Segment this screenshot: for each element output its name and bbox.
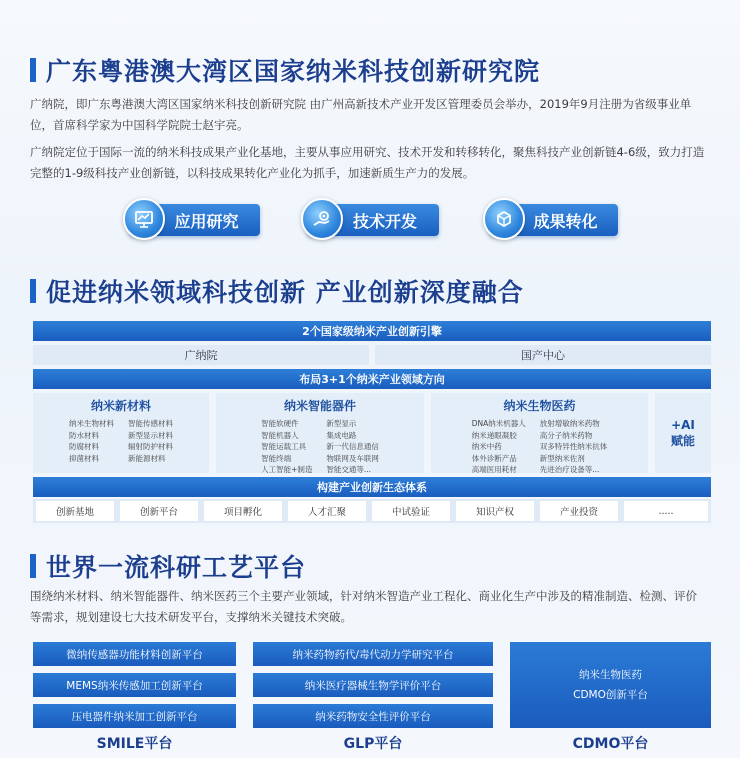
list-item: 防腐材料 [69, 442, 99, 451]
glp-platform-label: GLP平台 [343, 736, 403, 752]
list-item: 体外诊断产品 [471, 453, 517, 463]
list-item: 智能交通等... [326, 465, 372, 474]
list-item: 新型显示 [326, 419, 357, 428]
applied-research-label: 应用研究 [174, 211, 239, 231]
achievement-transfer-button[interactable] [489, 204, 618, 236]
cube-cycle-icon [483, 198, 525, 240]
domain-biomedicine-col1 [472, 418, 526, 476]
smile-platform-label: SMILE平台 [96, 736, 173, 752]
list-item: 智能终端 [261, 453, 292, 463]
hand-gear-icon [301, 198, 343, 240]
list-item: 双多特异性纳米抗体 [539, 442, 608, 451]
list-item: 先进治疗设备等... [539, 465, 600, 474]
layout-row-text: 布局3+1个纳米产业领域方向 [299, 373, 445, 386]
chart-screen-icon [123, 198, 165, 240]
glp-platform-3: 纳米药物安全性评价平台 [253, 704, 493, 728]
list-item: 智能机器人 [261, 430, 299, 440]
tech-development-label: 技术开发 [352, 211, 417, 231]
domain-biomedicine-title: 纳米生物医药 [503, 399, 576, 413]
list-item: 新一代信息通信 [326, 442, 379, 451]
institution-national-center [375, 345, 711, 365]
positioning-line-1: 广纳院定位于国际一流的纳米科技成果产业化基地，主要从事应用研究、技术开发和转移转化，聚焦科技产业创新链4-6级，致力打造 [30, 145, 705, 159]
platform-paragraph [30, 586, 720, 628]
title-bar [30, 58, 36, 82]
list-item: 智能运载工具 [261, 442, 307, 451]
domain-devices-col2 [326, 418, 379, 476]
list-item: 高分子纳米药物 [539, 430, 593, 440]
list-item: 物联网及车联网 [326, 453, 379, 463]
list-item: 放射增敏纳米药物 [539, 419, 600, 428]
ai-line-2: 赋能 [670, 433, 695, 448]
positioning-line-2: 完整的1-9级科技产业创新链，以科技成果转化产业化为抓手，加速新质生产力的发展。 [30, 166, 475, 180]
cdmo-platform-label: CDMO平台 [572, 736, 649, 752]
list-item: 智能传感材料 [128, 419, 173, 428]
ecosystem-row-text: 构建产业创新生态体系 [317, 481, 427, 494]
achievement-transfer-label: 成果转化 [533, 211, 598, 231]
layout-row [33, 369, 711, 389]
list-item: 抑菌材料 [69, 453, 99, 463]
cdmo-line-2: CDMO创新平台 [573, 689, 648, 701]
domain-devices [216, 393, 424, 473]
smile-platform-2: MEMS纳米传感加工创新平台 [33, 673, 236, 697]
applied-research-button[interactable] [129, 204, 260, 236]
list-item: 高端医用耗材 [471, 465, 517, 474]
list-item: 新能源材料 [128, 453, 166, 463]
intro-line-1: 广纳院，即广东粤港澳大湾区国家纳米科技创新研究院 由广州高新技术产业开发区管理委员会举办，2019年9月注册为省级事业单 [30, 97, 692, 111]
chip-ip: 知识产权 [456, 501, 534, 521]
institution-gnai [33, 345, 369, 365]
list-item: 智能软硬件 [261, 419, 299, 428]
domain-devices-title: 纳米智能器件 [283, 399, 356, 413]
domain-materials-col1 [69, 418, 114, 464]
cdmo-line-1: 纳米生物医药 [579, 669, 642, 681]
section3-title [30, 548, 306, 584]
domain-materials-col2 [128, 418, 173, 464]
positioning-paragraph [30, 142, 720, 184]
institution-gnai-label: 广纳院 [184, 349, 218, 362]
chip-innovation-platform: 创新平台 [120, 501, 198, 521]
list-item: 辐射防护材料 [128, 442, 173, 451]
list-item: 新型显示材料 [128, 430, 173, 440]
section2-title [30, 273, 524, 309]
list-item: 纳米生物材料 [69, 419, 114, 428]
chip-investment: 产业投资 [540, 501, 618, 521]
platform-line-1: 围绕纳米材料、纳米智能器件、纳米医药三个主要产业领域，针对纳米智造产业工程化、商业化生产中涉及的精准制造、检测、评价 [30, 589, 697, 603]
title-bar [30, 279, 36, 303]
list-item: 防水材料 [69, 430, 99, 440]
domain-materials-title: 纳米新材料 [90, 399, 151, 413]
list-item: 人工智能+制造 [261, 465, 313, 474]
title-bar [30, 554, 36, 578]
list-item: 集成电路 [326, 430, 357, 440]
list-item: DNA纳米机器人 [471, 419, 526, 428]
section2-title-text: 促进纳米领域科技创新 产业创新深度融合 [46, 278, 524, 307]
intro-paragraph [30, 94, 720, 136]
smile-platform-3: 压电器件纳米加工创新平台 [33, 704, 236, 728]
ecosystem-row [33, 477, 711, 497]
domain-biomedicine-col2 [540, 418, 608, 476]
chip-pilot-verification: 中试验证 [372, 501, 450, 521]
smile-platform-1: 微纳传感器功能材料创新平台 [33, 642, 236, 666]
list-item: 新型纳米佐剂 [539, 453, 585, 463]
engine-row-text: 2个国家级纳米产业创新引擎 [302, 325, 442, 338]
domain-biomedicine [431, 393, 648, 473]
glp-platform-2: 纳米医疗器械生物学评价平台 [253, 673, 493, 697]
intro-line-2: 位，首席科学家为中国科学院院士赵宇亮。 [30, 118, 249, 132]
chip-incubation: 项目孵化 [204, 501, 282, 521]
section1-title [30, 52, 540, 88]
ai-empowerment-box [655, 393, 711, 473]
platform-line-2: 等需求，规划建设七大技术研发平台，支撑纳米关键技术突破。 [30, 610, 352, 624]
tech-development-button[interactable] [307, 204, 439, 236]
list-item: 纳米中药 [471, 442, 502, 451]
cdmo-platform [510, 642, 711, 728]
ai-line-1: +AI [671, 417, 695, 432]
domain-materials [33, 393, 209, 473]
chip-innovation-base: 创新基地 [36, 501, 114, 521]
section3-title-text: 世界一流科研工艺平台 [46, 553, 307, 582]
engine-row [33, 321, 711, 341]
glp-platform-1: 纳米药物药代/毒代动力学研究平台 [253, 642, 493, 666]
domain-devices-col1 [261, 418, 312, 476]
section1-title-text: 广东粤港澳大湾区国家纳米科技创新研究院 [46, 57, 541, 86]
chip-talent: 人才汇聚 [288, 501, 366, 521]
institutions-row [33, 345, 711, 365]
list-item: 纳米递眼凝胶 [471, 430, 517, 440]
chip-more: ..... [624, 501, 708, 521]
institution-national-center-label: 国产中心 [521, 349, 565, 362]
